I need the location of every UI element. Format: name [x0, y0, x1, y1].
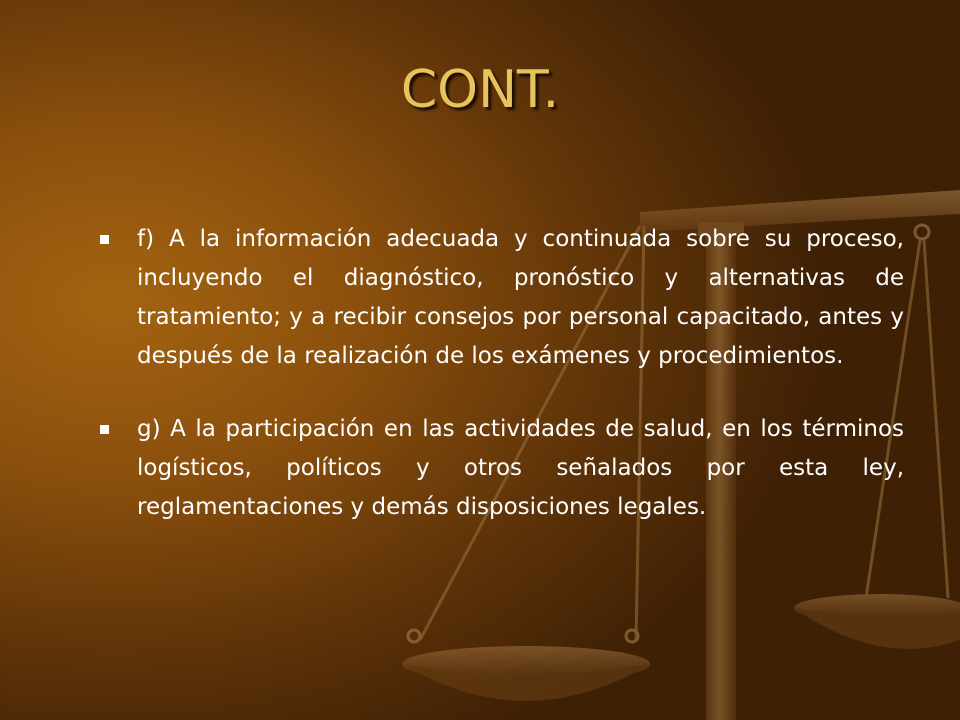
square-bullet-icon [100, 425, 109, 434]
bullet-text: g) A la participación en las actividades de salud, en los términos logísticos, políticos y otros señalados por esta ley, reglamentaciones y demás disposiciones legales. [137, 416, 904, 520]
list-item [100, 410, 904, 527]
bullet-text: f) A la información adecuada y continuada sobre su proceso, incluyendo el diagnóstico, pronóstico y alternativas de tratamiento; y a recibir consejos por personal capacitado, antes y después de la realización de los exámenes y procedimientos. [137, 226, 904, 369]
square-bullet-icon [100, 235, 109, 244]
bullet-list [100, 220, 904, 561]
slide-title: CONT. [400, 60, 560, 120]
list-item [100, 220, 904, 376]
